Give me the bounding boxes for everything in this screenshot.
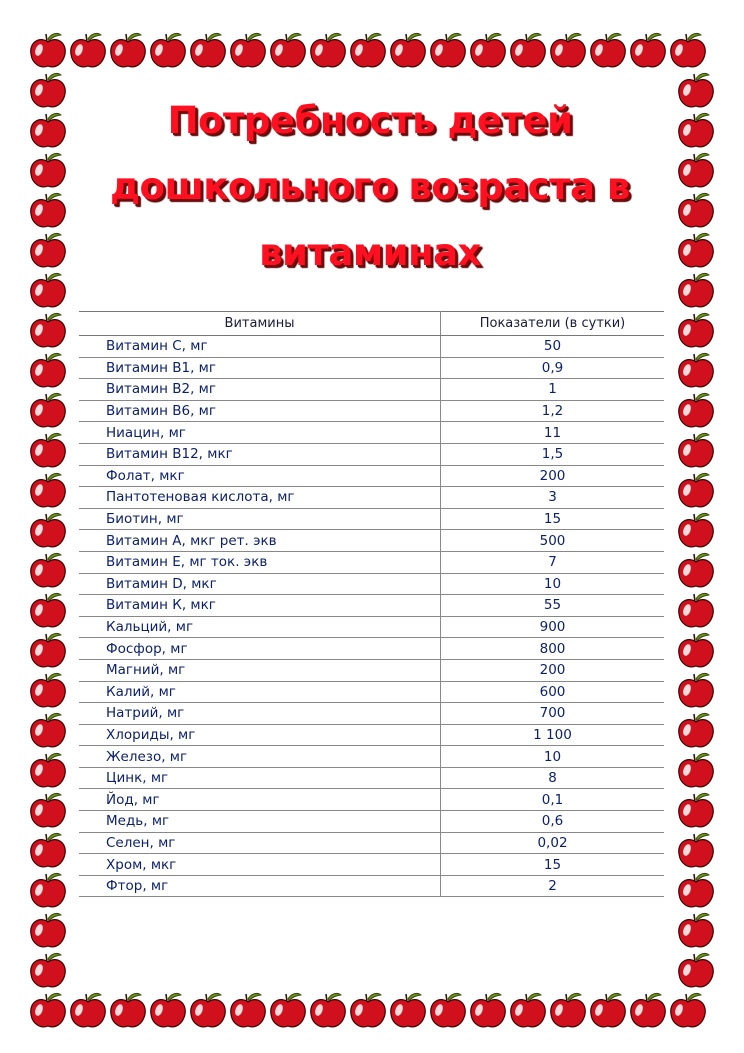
vitamin-value: 2 [441, 875, 665, 897]
apple-icon [676, 110, 716, 150]
vitamin-name: Магний, мг [79, 659, 441, 681]
page-title [60, 88, 680, 286]
vitamin-value: 10 [441, 573, 665, 595]
vitamin-value: 0,6 [441, 811, 665, 833]
apple-icon [676, 550, 716, 590]
apple-icon [28, 390, 68, 430]
column-header-vitamins: Витамины [79, 312, 441, 336]
apple-icon [676, 270, 716, 310]
apple-icon [28, 710, 68, 750]
vitamin-value: 15 [441, 508, 665, 530]
apple-icon [28, 830, 68, 870]
apple-icon [28, 470, 68, 510]
apple-icon [676, 750, 716, 790]
table-row [79, 465, 664, 487]
table-row [79, 832, 664, 854]
apple-icon [676, 950, 716, 990]
table-row [79, 811, 664, 833]
apple-icon [588, 990, 628, 1030]
apple-icon [676, 510, 716, 550]
vitamin-name: Железо, мг [79, 746, 441, 768]
apple-icon [228, 990, 268, 1030]
vitamin-name: Витамин В2, мг [79, 379, 441, 401]
apple-icon [28, 990, 68, 1030]
apple-icon [28, 870, 68, 910]
vitamin-value: 8 [441, 767, 665, 789]
apple-icon [28, 510, 68, 550]
apple-icon [308, 30, 348, 70]
apple-icon [348, 30, 388, 70]
vitamin-name: Хром, мкг [79, 854, 441, 876]
table-row [79, 724, 664, 746]
vitamin-value: 600 [441, 681, 665, 703]
apple-icon [668, 990, 708, 1030]
vitamin-name: Пантотеновая кислота, мг [79, 487, 441, 509]
apple-icon [508, 30, 548, 70]
table-header-row [79, 312, 664, 336]
vitamin-value: 1 100 [441, 724, 665, 746]
table-row [79, 379, 664, 401]
vitamin-name: Селен, мг [79, 832, 441, 854]
table-row [79, 400, 664, 422]
table-row [79, 357, 664, 379]
apple-icon [228, 30, 268, 70]
vitamin-name: Витамин Е, мг ток. экв [79, 551, 441, 573]
apple-icon [676, 350, 716, 390]
apple-icon [28, 910, 68, 950]
table-row [79, 681, 664, 703]
apple-icon [428, 990, 468, 1030]
apple-icon [28, 630, 68, 670]
vitamin-name: Хлориды, мг [79, 724, 441, 746]
vitamin-name: Медь, мг [79, 811, 441, 833]
vitamin-name: Витамин К, мкг [79, 595, 441, 617]
title-line-2: дошкольного возраста в [110, 165, 630, 208]
table-row [79, 573, 664, 595]
vitamin-value: 0,02 [441, 832, 665, 854]
apple-icon [28, 750, 68, 790]
vitamin-name: Витамин А, мкг рет. экв [79, 530, 441, 552]
vitamin-value: 500 [441, 530, 665, 552]
table-row [79, 767, 664, 789]
vitamin-value: 1,5 [441, 443, 665, 465]
apple-icon [388, 30, 428, 70]
table-row [79, 703, 664, 725]
apple-icon [348, 990, 388, 1030]
vitamin-name: Цинк, мг [79, 767, 441, 789]
vitamin-name: Витамин D, мкг [79, 573, 441, 595]
apple-icon [28, 430, 68, 470]
apple-icon [588, 30, 628, 70]
vitamin-name: Кальций, мг [79, 616, 441, 638]
apple-icon [468, 990, 508, 1030]
vitamin-name: Фолат, мкг [79, 465, 441, 487]
vitamin-value: 200 [441, 659, 665, 681]
vitamin-value: 700 [441, 703, 665, 725]
apple-icon [28, 790, 68, 830]
apple-icon [28, 550, 68, 590]
table-row [79, 336, 664, 358]
vitamin-value: 200 [441, 465, 665, 487]
apple-icon [148, 30, 188, 70]
apple-icon [68, 990, 108, 1030]
apple-icon [676, 190, 716, 230]
apple-icon [28, 30, 68, 70]
apple-icon [308, 990, 348, 1030]
apple-icon [676, 390, 716, 430]
table-row [79, 659, 664, 681]
table-row [79, 530, 664, 552]
apple-icon [428, 30, 468, 70]
vitamin-name: Витамин В12, мкг [79, 443, 441, 465]
table-row [79, 746, 664, 768]
vitamin-value: 0,1 [441, 789, 665, 811]
vitamin-value: 10 [441, 746, 665, 768]
vitamin-name: Витамин С, мг [79, 336, 441, 358]
apple-icon [548, 990, 588, 1030]
apple-icon [28, 350, 68, 390]
vitamin-name: Натрий, мг [79, 703, 441, 725]
apple-icon [676, 830, 716, 870]
apple-icon [676, 150, 716, 190]
table-row [79, 875, 664, 897]
table-body [79, 336, 664, 897]
vitamin-name: Ниацин, мг [79, 422, 441, 444]
apple-icon [108, 30, 148, 70]
apple-icon [668, 30, 708, 70]
apple-icon [268, 990, 308, 1030]
vitamin-name: Фосфор, мг [79, 638, 441, 660]
apple-icon [108, 990, 148, 1030]
vitamin-name: Витамин В6, мг [79, 400, 441, 422]
vitamin-value: 1 [441, 379, 665, 401]
table-row [79, 789, 664, 811]
apple-icon [676, 630, 716, 670]
apple-icon [28, 950, 68, 990]
vitamin-value: 11 [441, 422, 665, 444]
apple-icon [28, 590, 68, 630]
apple-icon [676, 470, 716, 510]
apple-icon [388, 990, 428, 1030]
vitamin-name: Биотин, мг [79, 508, 441, 530]
vitamin-name: Фтор, мг [79, 875, 441, 897]
vitamin-name: Витамин В1, мг [79, 357, 441, 379]
vitamin-value: 0,9 [441, 357, 665, 379]
apple-icon [676, 670, 716, 710]
table-row [79, 854, 664, 876]
vitamins-table [79, 311, 664, 897]
vitamin-name: Йод, мг [79, 789, 441, 811]
apple-icon [188, 990, 228, 1030]
apple-icon [508, 990, 548, 1030]
vitamin-value: 15 [441, 854, 665, 876]
vitamin-value: 55 [441, 595, 665, 617]
apple-icon [676, 590, 716, 630]
table-row [79, 443, 664, 465]
apple-icon [188, 30, 228, 70]
apple-icon [676, 710, 716, 750]
apple-icon [548, 30, 588, 70]
table-row [79, 638, 664, 660]
apple-icon [676, 910, 716, 950]
apple-icon [68, 30, 108, 70]
table-row [79, 508, 664, 530]
table-row [79, 595, 664, 617]
apple-icon [628, 990, 668, 1030]
column-header-daily-values: Показатели (в сутки) [441, 312, 665, 336]
apple-icon [268, 30, 308, 70]
table-row [79, 487, 664, 509]
apple-icon [148, 990, 188, 1030]
apple-icon [676, 70, 716, 110]
apple-icon [28, 670, 68, 710]
title-line-3: витаминах [259, 231, 481, 274]
vitamin-value: 800 [441, 638, 665, 660]
apple-icon [676, 870, 716, 910]
vitamin-value: 900 [441, 616, 665, 638]
apple-icon [676, 310, 716, 350]
table-row [79, 551, 664, 573]
apple-icon [628, 30, 668, 70]
vitamin-value: 1,2 [441, 400, 665, 422]
table-row [79, 616, 664, 638]
vitamin-name: Калий, мг [79, 681, 441, 703]
apple-icon [676, 790, 716, 830]
vitamin-value: 3 [441, 487, 665, 509]
apple-icon [468, 30, 508, 70]
apple-icon [676, 230, 716, 270]
vitamin-value: 7 [441, 551, 665, 573]
title-line-1: Потребность детей [167, 99, 573, 142]
apple-icon [676, 430, 716, 470]
table-row [79, 422, 664, 444]
vitamin-value: 50 [441, 336, 665, 358]
apple-icon [28, 310, 68, 350]
